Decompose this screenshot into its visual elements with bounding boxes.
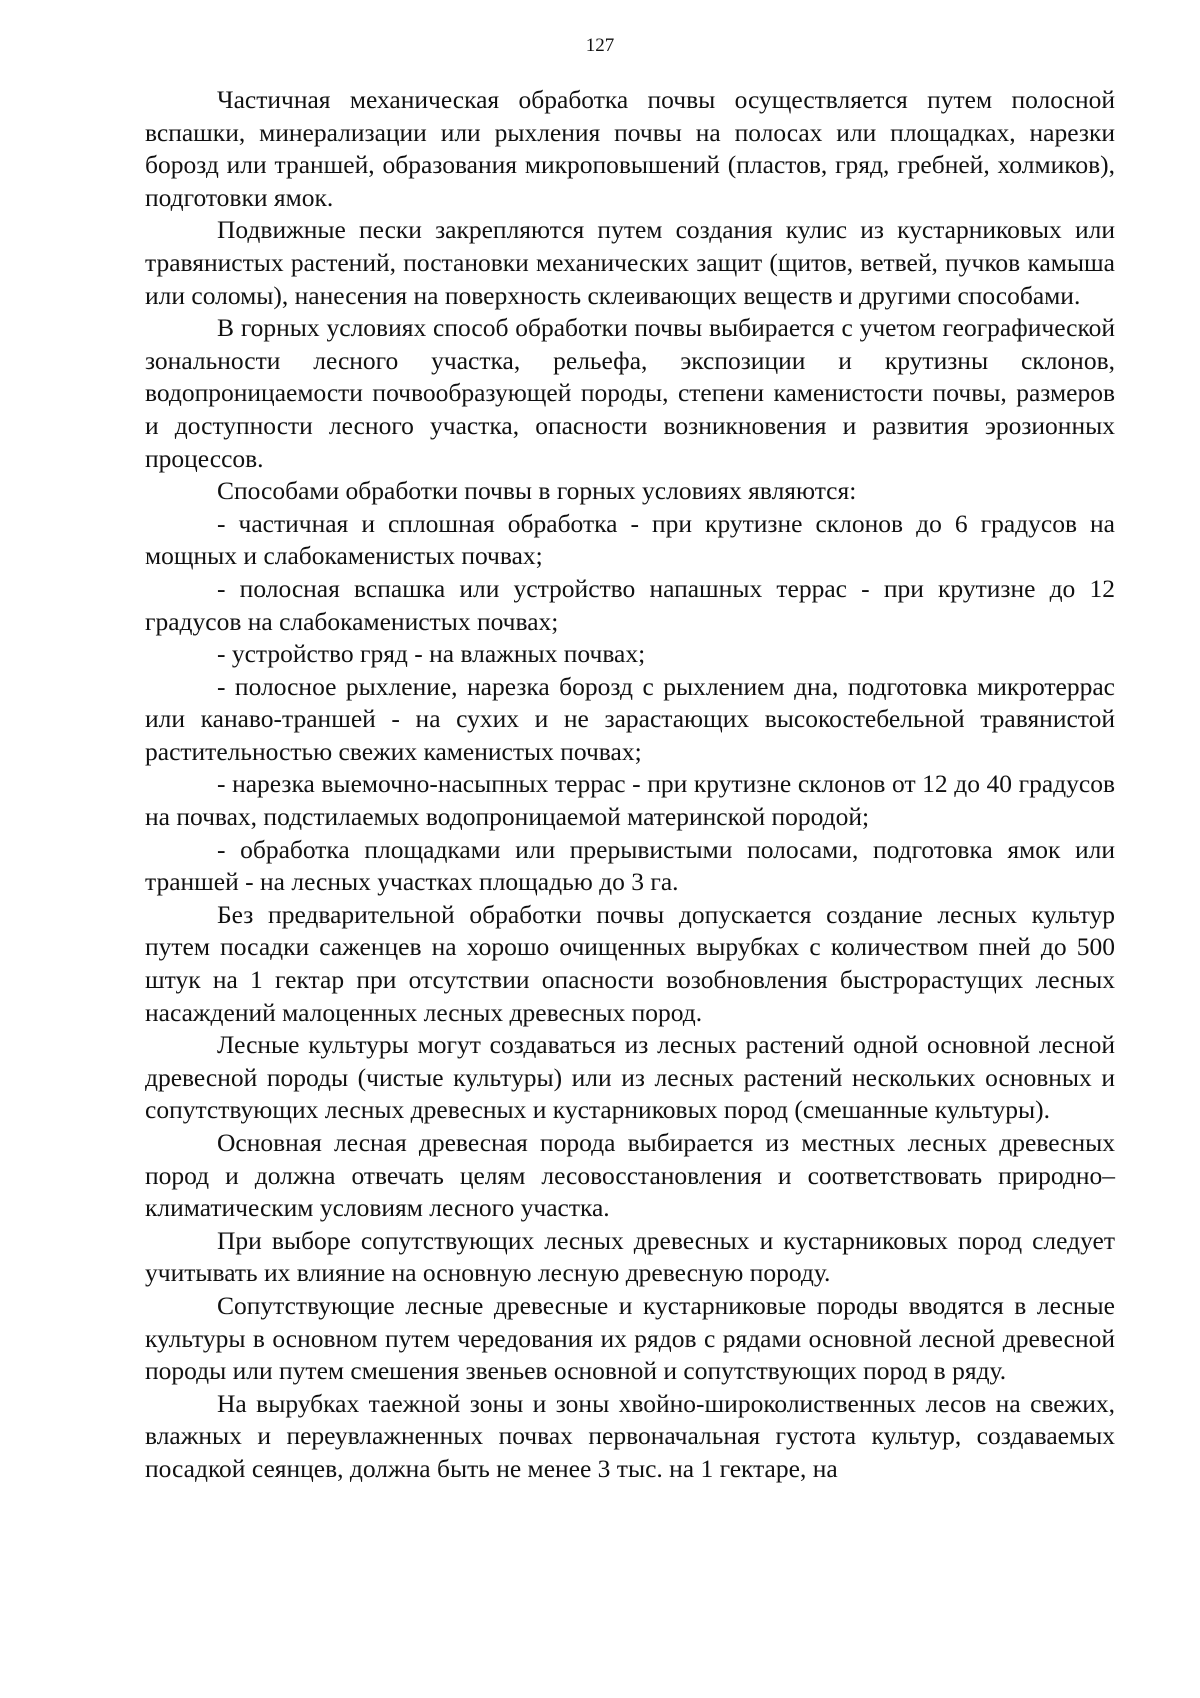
- list-item-strip-ploughing: - полосная вспашка или устройство напашных террас - при крутизне до 12 градусов на слабокаменистых почвах;: [145, 573, 1115, 636]
- list-item-strip-loosening: - полосное рыхление, нарезка борозд с рыхлением дна, подготовка микротеррас или канаво-траншей - на сухих и не зарастающих высокостебельной травянистой растительностью свежих каменистых почвах;: [145, 671, 1115, 766]
- paragraph-main-species: Основная лесная древесная порода выбирается из местных лесных древесных пород и должна отвечать целям лесовосстановления и соответствовать природно–климатическим условиям лесного участка.: [145, 1128, 1115, 1223]
- list-item-terraces: - нарезка выемочно-насыпных террас - при крутизне склонов от 12 до 40 градусов на почвах, подстилаемых водопроницаемой материнской породой;: [145, 769, 1115, 832]
- document-body: [145, 84, 1115, 1486]
- paragraph-companion-choice: При выборе сопутствующих лесных древесных и кустарниковых пород следует учитывать их влияние на основную лесную древесную породу.: [145, 1225, 1115, 1288]
- list-item-patches: - обработка площадками или прерывистыми полосами, подготовка ямок или траншей - на лесных участках площадью до 3 га.: [145, 834, 1115, 897]
- page-number: 127: [585, 35, 615, 56]
- paragraph-partial-tillage: Частичная механическая обработка почвы осуществляется путем полосной вспашки, минерализации или рыхления почвы на полосах или площадках, нарезки борозд или траншей, образования микроповышений (пластов, гряд, гребней, холмиков), подготовки ямок.: [145, 85, 1115, 212]
- paragraph-no-preparation: Без предварительной обработки почвы допускается создание лесных культур путем посадки саженцев на хорошо очищенных вырубках с количеством пней до 500 штук на 1 гектар при отсутствии опасности возобновления быстрорастущих лесных насаждений малоценных лесных древесных пород.: [145, 899, 1115, 1027]
- paragraph-mountain-conditions: В горных условиях способ обработки почвы выбирается с учетом географической зональности лесного участка, рельефа, экспозиции и крутизны склонов, водопроницаемости почвообразующей породы, степени каменистости почвы, размеров и доступности лесного участка, опасности возникновения и развития эрозионных процессов.: [145, 313, 1115, 473]
- list-item-ridges: - устройство гряд - на влажных почвах;: [217, 639, 646, 669]
- paragraph-mountain-methods-intro: Способами обработки почвы в горных условиях являются:: [217, 476, 857, 506]
- paragraph-forest-cultures: Лесные культуры могут создаваться из лесных растений одной основной лесной древесной породы (чистые культуры) или из лесных растений нескольких основных и сопутствующих лесных древесных и кустарниковых пород (смешанные культуры).: [145, 1030, 1115, 1125]
- paragraph-taiga-density: На вырубках таежной зоны и зоны хвойно-широколиственных лесов на свежих, влажных и переувлажненных почвах первоначальная густота культур, создаваемых посадкой сеянцев, должна быть не менее 3 тыс. на 1 гектаре, на: [145, 1388, 1115, 1483]
- paragraph-moving-sands: Подвижные пески закрепляются путем создания кулис из кустарниковых или травянистых растений, постановки механических защит (щитов, ветвей, пучков камыша или соломы), нанесения на поверхность склеивающих веществ и другими способами.: [145, 215, 1115, 310]
- paragraph-companion-introduction: Сопутствующие лесные древесные и кустарниковые породы вводятся в лесные культуры в основном путем чередования их рядов с рядами основной лесной древесной породы или путем смешения звеньев основной и сопутствующих пород в ряду.: [145, 1290, 1115, 1386]
- list-item-partial-continuous: - частичная и сплошная обработка - при крутизне склонов до 6 градусов на мощных и слабокаменистых почвах;: [145, 508, 1115, 571]
